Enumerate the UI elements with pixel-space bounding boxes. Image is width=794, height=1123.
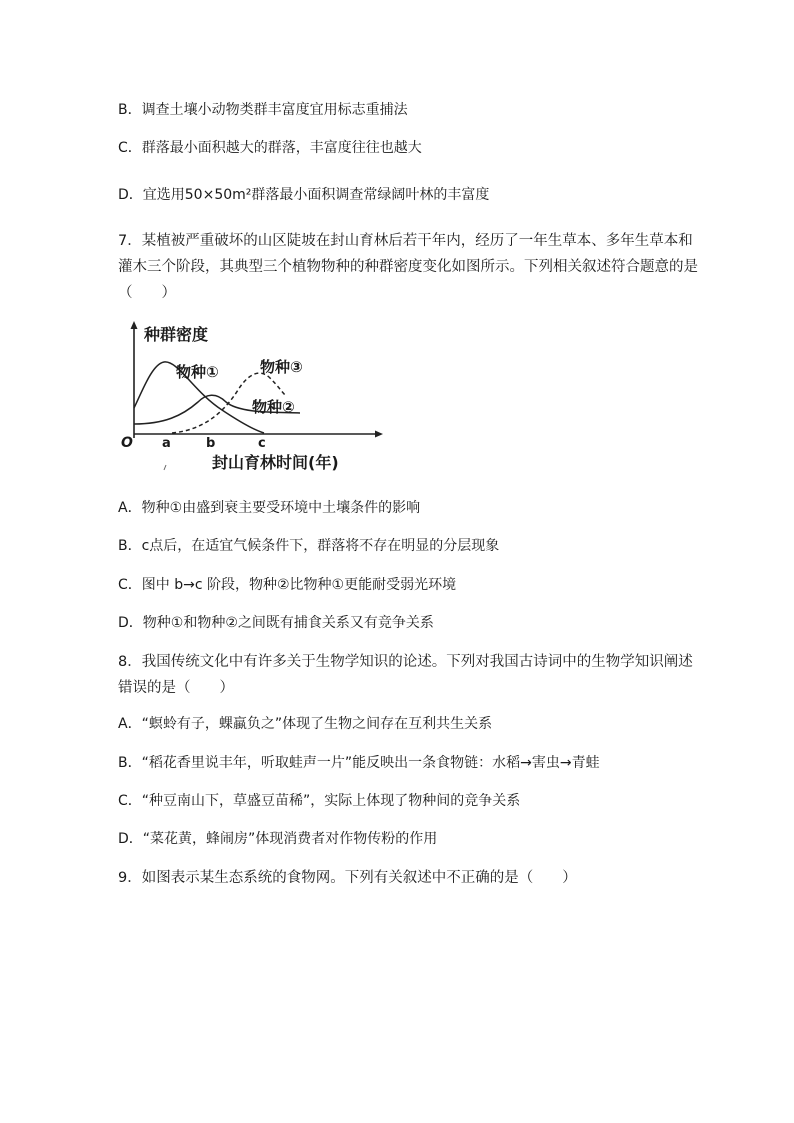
option-6b: B．调查土壤小动物类群丰富度宜用标志重捕法: [118, 102, 408, 118]
species-2-label: 物种②: [252, 398, 295, 416]
question-8-line2: 错误的是（ ）: [118, 680, 234, 696]
species-1-label: 物种①: [176, 363, 219, 381]
population-density-figure: [112, 320, 392, 480]
small-mark: [164, 465, 166, 470]
x-axis-label: 封山育林时间(年): [212, 453, 339, 472]
option-8b: B．“稻花香里说丰年，听取蛙声一片”能反映出一条食物链：水稻→害虫→青蛙: [118, 755, 600, 771]
question-7-line3: （ ）: [118, 285, 176, 301]
tick-c-label: c: [258, 436, 266, 451]
option-6c: C．群落最小面积越大的群落，丰富度往往也越大: [118, 140, 422, 156]
tick-b-label: b: [206, 436, 216, 451]
tick-a-label: a: [162, 436, 171, 451]
y-axis-arrow: [131, 321, 138, 329]
question-7-line1: 7．某植被严重破坏的山区陡坡在封山育林后若干年内，经历了一年生草本、多年生草本和: [118, 233, 693, 249]
question-8-line1: 8．我国传统文化中有许多关于生物学知识的论述。下列对我国古诗词中的生物学知识阐述: [118, 654, 693, 670]
option-8a: A．“螟蛉有子，蜾蠃负之”体现了生物之间存在互利共生关系: [118, 716, 493, 732]
y-axis-label: 种群密度: [144, 325, 209, 344]
option-8d: D．“菜花黄，蜂闹房”体现消费者对作物传粉的作用: [118, 831, 438, 847]
option-6d: D．宜选用50×50m²群落最小面积调查常绿阔叶林的丰富度: [118, 187, 490, 203]
question-7-line2: 灌木三个阶段，其典型三个植物物种的种群密度变化如图所示。下列相关叙述符合题意的是: [118, 259, 698, 275]
origin-label: O: [121, 435, 133, 451]
x-axis-arrow: [375, 431, 383, 438]
question-9-line1: 9．如图表示某生态系统的食物网。下列有关叙述中不正确的是（ ）: [118, 870, 577, 886]
species-3-label: 物种③: [260, 358, 303, 376]
option-7a: A．物种①由盛到衰主要受环境中土壤条件的影响: [118, 500, 421, 516]
option-7d: D．物种①和物种②之间既有捕食关系又有竞争关系: [118, 615, 434, 631]
option-8c: C．“种豆南山下，草盛豆苗稀”，实际上体现了物种间的竞争关系: [118, 793, 521, 809]
option-7c: C．图中 b→c 阶段，物种②比物种①更能耐受弱光环境: [118, 577, 457, 593]
option-7b: B．c点后，在适宜气候条件下，群落将不存在明显的分层现象: [118, 538, 500, 554]
